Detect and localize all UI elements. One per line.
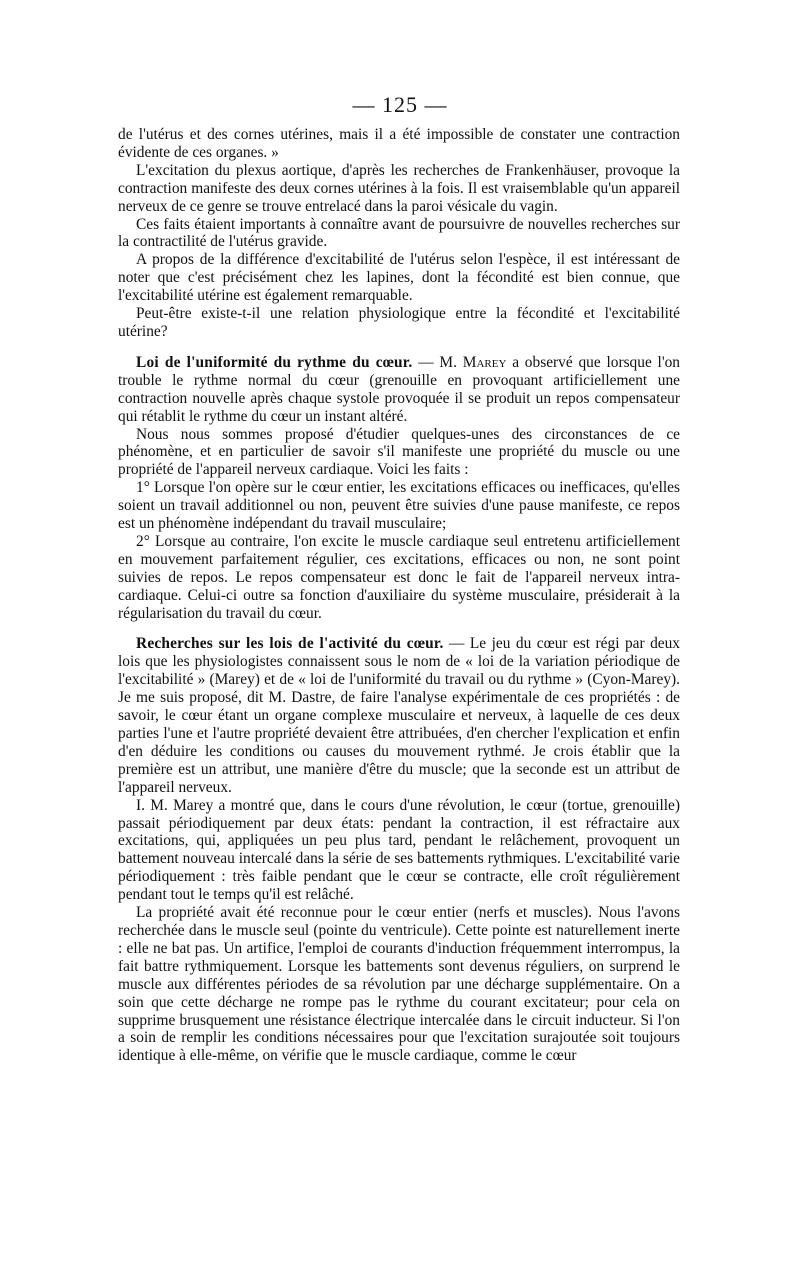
- section-recherches-lois: [118, 635, 680, 796]
- author-name: Marey: [462, 353, 507, 371]
- paragraph: de l'utérus et des cornes utérines, mais il a été impossible de constater une contraction évidente de ces organes. »: [118, 126, 680, 161]
- section-text: — Le jeu du cœur est régi par deux lois que les physiologistes connaissent sous le nom de « loi de la variation périodique de l'excitabilité » (Marey) et de « loi de l'uniformité du travail ou du rythme » (Cyon-Marey). Je me suis proposé, dit M. Dastre, de faire l'analyse expérimentale de ces propriétés : de savoir, le cœur étant un organe complexe musculaire et nerveux, à laquelle de ces deux parties l'une et l'autre propriété devaient être attribuées, d'en chercher l'explication et enfin d'en déduire les conditions ou causes du mouvement rythmé. Je crois établir que la première est un attribut, une manière d'être du muscle; que la seconde est un attribut de l'appareil nerveux.: [118, 635, 680, 796]
- paragraph: A propos de la différence d'excitabilité de l'utérus selon l'espèce, il est intéressant de noter que c'est précisément chez les lapines, dont la fécondité est bien connue, que l'excitabilité utérine est également remarquable.: [118, 251, 680, 305]
- paragraph: 2° Lorsque au contraire, l'on excite le muscle cardiaque seul entretenu artificiellement en mouvement parfaitement régulier, ces excitations, efficaces ou non, ne sont point suivies de repos. Le repos compensateur est donc le fait de l'appareil nerveux intra-cardiaque. Celui-ci outre sa fonction d'auxiliaire du système musculaire, présiderait à la régularisation du travail du cœur.: [118, 532, 680, 622]
- section-text: a observé que lorsque l'on trouble le rythme normal du cœur (grenouille en provoquant artificiellement une contraction nouvelle après chaque systole provoquée il se produit un repos compensateur qui rétablit le rythme du cœur un instant altéré.: [118, 353, 681, 425]
- paragraph: La propriété avait été reconnue pour le cœur entier (nerfs et muscles). Nous l'avons recherchée dans le muscle seul (pointe du ventricule). Cette pointe est naturellement inerte : elle ne bat pas. Un artifice, l'emploi de courants d'induction fréquemment interrompus, la fait battre rythmiquement. Lorsque les battements sont devenus réguliers, on surprend le muscle aux différentes périodes de sa révolution par une décharge supplémentaire. On a soin que cette décharge ne rompe pas le rythme du courant excitateur; pour cela on supprime brusquement une résistance électrique intercalée dans le circuit inducteur. Si l'on a soin de remplir les conditions nécessaires pour que l'excitation surajoutée soit toujours identique à elle-même, on vérifie que le muscle cardiaque, comme le cœur: [118, 904, 680, 1065]
- paragraph: L'excitation du plexus aortique, d'après les recherches de Frankenhäuser, provoque la contraction manifeste des deux cornes utérines à la fois. Il est vraisemblable qu'un appareil nerveux de ce genre se trouve entrelacé dans la paroi vésicale du vagin.: [118, 161, 680, 215]
- paragraph: Peut-être existe-t-il une relation physiologique entre la fécondité et l'excitabilité utérine?: [118, 305, 680, 340]
- page-body: [118, 126, 680, 1065]
- section-heading: Loi de l'uniformité du rythme du cœur.: [136, 353, 413, 371]
- paragraph: Nous nous sommes proposé d'étudier quelques-unes des circonstances de ce phénomène, et en particulier de savoir s'il manifeste une propriété du muscle ou une propriété de l'appareil nerveux cardiaque. Voici les faits :: [118, 425, 680, 479]
- section-loi-uniformite: [118, 354, 680, 426]
- heading-dash: — M.: [412, 353, 463, 371]
- paragraph: Ces faits étaient importants à connaître avant de poursuivre de nouvelles recherches sur la contractilité de l'utérus gravide.: [118, 215, 680, 251]
- page-number: — 125 —: [352, 92, 448, 117]
- paragraph: I. M. Marey a montré que, dans le cours d'une révolution, le cœur (tortue, grenouille) passait périodiquement par deux états: pendant la contraction, il est réfractaire aux excitations, qui, appliquées un peu plus tard, pendant le relâchement, provoquent un battement nouveau intercalé dans la série de ses battements rythmiques. L'excitabilité varie périodiquement : très faible pendant que le cœur se contracte, elle croît régulièrement pendant tout le temps qu'il est relâché.: [118, 796, 680, 904]
- paragraph: 1° Lorsque l'on opère sur le cœur entier, les excitations efficaces ou inefficaces, qu'elles soient un travail additionnel ou non, peuvent être suivies d'une pause manifeste, ce repos est un phénomène indépendant du travail musculaire;: [118, 479, 680, 533]
- section-heading: Recherches sur les lois de l'activité du cœur.: [136, 635, 444, 653]
